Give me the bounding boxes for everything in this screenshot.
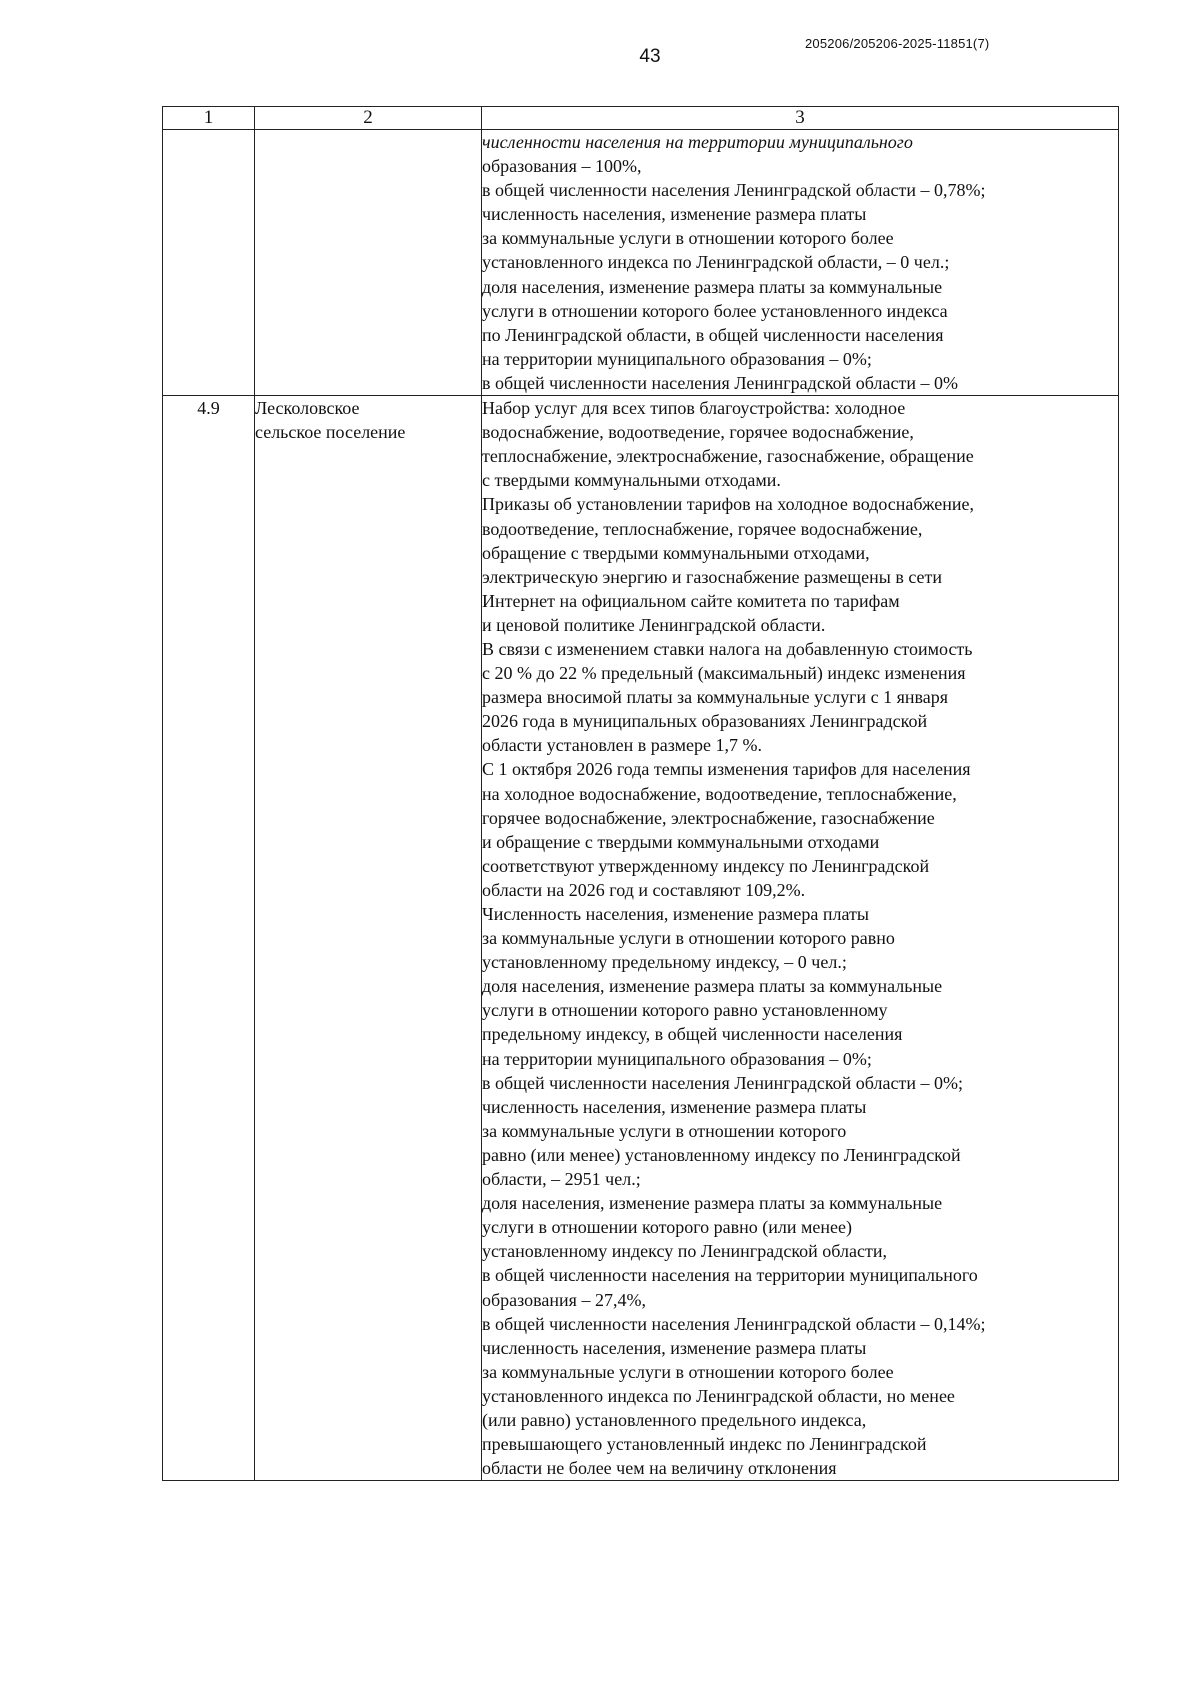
description-line: (или равно) установленного предельного индекса,	[482, 1409, 867, 1430]
document-id: 205206/205206-2025-11851(7)	[805, 36, 990, 51]
description-line: горячее водоснабжение, электроснабжение, газоснабжение	[482, 807, 935, 828]
description-line: численность населения, изменение размера платы	[482, 1337, 867, 1358]
description-line: с твердыми коммунальными отходами.	[482, 470, 781, 491]
municipality-name-cell	[255, 396, 482, 1481]
description-line: услуги в отношении которого равно установленному	[482, 1000, 888, 1021]
page-number: 43	[639, 46, 661, 67]
description-line: предельному индексу, в общей численности населения	[482, 1024, 903, 1045]
description-line: по Ленинградской области, в общей численности населения	[482, 324, 944, 345]
description-line: области установлен в размере 1,7 %.	[482, 735, 762, 756]
column-header: 1	[163, 107, 255, 130]
description-line: Интернет на официальном сайте комитета по тарифам	[482, 590, 900, 611]
table-header-row	[163, 107, 1119, 130]
description-line: в общей численности населения Ленинградской области – 0%;	[482, 1072, 963, 1093]
description-line: размера вносимой платы за коммунальные услуги с 1 января	[482, 687, 949, 708]
description-line: образования – 100%,	[482, 156, 642, 177]
description-line: доля населения, изменение размера платы за коммунальные	[482, 276, 943, 297]
description-line: С 1 октября 2026 года темпы изменения тарифов для населения	[482, 759, 971, 780]
description-line: численность населения, изменение размера платы	[482, 204, 867, 225]
description-line: доля населения, изменение размера платы за коммунальные	[482, 1193, 943, 1214]
description-line: доля населения, изменение размера платы за коммунальные	[482, 976, 943, 997]
table-row	[163, 396, 1119, 1481]
description-line: в общей численности населения Ленинградской области – 0,78%;	[482, 180, 986, 201]
description-line: за коммунальные услуги в отношении которого равно	[482, 928, 895, 949]
description-line: численности населения на территории муниципального	[482, 132, 913, 152]
description-line: установленному индексу по Ленинградской области,	[482, 1241, 887, 1262]
description-line: численность населения, изменение размера платы	[482, 1096, 867, 1117]
description-line: установленного индекса по Ленинградской области, но менее	[482, 1385, 955, 1406]
description-line: услуги в отношении которого равно (или менее)	[482, 1217, 853, 1238]
description-line: соответствуют утвержденному индексу по Ленинградской	[482, 855, 930, 876]
description-line: превышающего установленный индекс по Ленинградской	[482, 1434, 927, 1455]
description-line: за коммунальные услуги в отношении которого	[482, 1120, 847, 1141]
description-cell	[482, 396, 1119, 1481]
description-line: и обращение с твердыми коммунальными отходами	[482, 831, 880, 852]
description-line: водоотведение, теплоснабжение, горячее водоснабжение,	[482, 518, 923, 539]
table-row	[163, 130, 1119, 396]
description-line: образования – 27,4%,	[482, 1289, 646, 1310]
municipality-name-line: Лесколовское	[255, 398, 360, 419]
description-line: водоснабжение, водоотведение, горячее водоснабжение,	[482, 422, 914, 443]
column-header: 2	[255, 107, 482, 130]
municipality-name-cell	[255, 130, 482, 396]
description-line: области на 2026 год и составляют 109,2%.	[482, 879, 806, 900]
description-line: 2026 года в муниципальных образованиях Ленинградской	[482, 711, 928, 732]
description-line: Приказы об установлении тарифов на холодное водоснабжение,	[482, 494, 975, 515]
row-number-cell	[163, 130, 255, 396]
column-header: 3	[482, 107, 1119, 130]
description-line: в общей численности населения Ленинградской области – 0%	[482, 372, 958, 393]
description-line: с 20 % до 22 % предельный (максимальный) индекс изменения	[482, 663, 966, 684]
description-line: Набор услуг для всех типов благоустройства: холодное	[482, 398, 906, 419]
description-line: в общей численности населения на территории муниципального	[482, 1265, 978, 1286]
description-line: на территории муниципального образования – 0%;	[482, 1048, 872, 1069]
description-line: обращение с твердыми коммунальными отходами,	[482, 542, 870, 563]
row-number-cell: 4.9	[163, 396, 255, 1481]
description-line: Численность населения, изменение размера платы	[482, 904, 869, 924]
description-line: за коммунальные услуги в отношении которого более	[482, 1361, 894, 1382]
municipality-name-line: сельское поселение	[255, 422, 406, 443]
description-cell	[482, 130, 1119, 396]
tariff-table	[162, 106, 1119, 1481]
description-line: и ценовой политике Ленинградской области.	[482, 614, 826, 635]
description-line: услуги в отношении которого более установленного индекса	[482, 300, 948, 321]
description-line: области не более чем на величину отклонения	[482, 1458, 837, 1479]
description-line: на холодное водоснабжение, водоотведение, теплоснабжение,	[482, 783, 957, 804]
description-line: области, – 2951 чел.;	[482, 1169, 641, 1190]
description-line: установленному предельному индексу, – 0 чел.;	[482, 952, 847, 973]
description-line: равно (или менее) установленному индексу по Ленинградской	[482, 1144, 961, 1165]
description-line: теплоснабжение, электроснабжение, газоснабжение, обращение	[482, 446, 974, 467]
description-line: за коммунальные услуги в отношении которого более	[482, 228, 894, 249]
description-line: установленного индекса по Ленинградской области, – 0 чел.;	[482, 252, 950, 273]
description-line: в общей численности населения Ленинградской области – 0,14%;	[482, 1313, 986, 1334]
description-line: на территории муниципального образования – 0%;	[482, 348, 872, 369]
description-line: В связи с изменением ставки налога на добавленную стоимость	[482, 638, 973, 659]
description-line: электрическую энергию и газоснабжение размещены в сети	[482, 566, 943, 587]
